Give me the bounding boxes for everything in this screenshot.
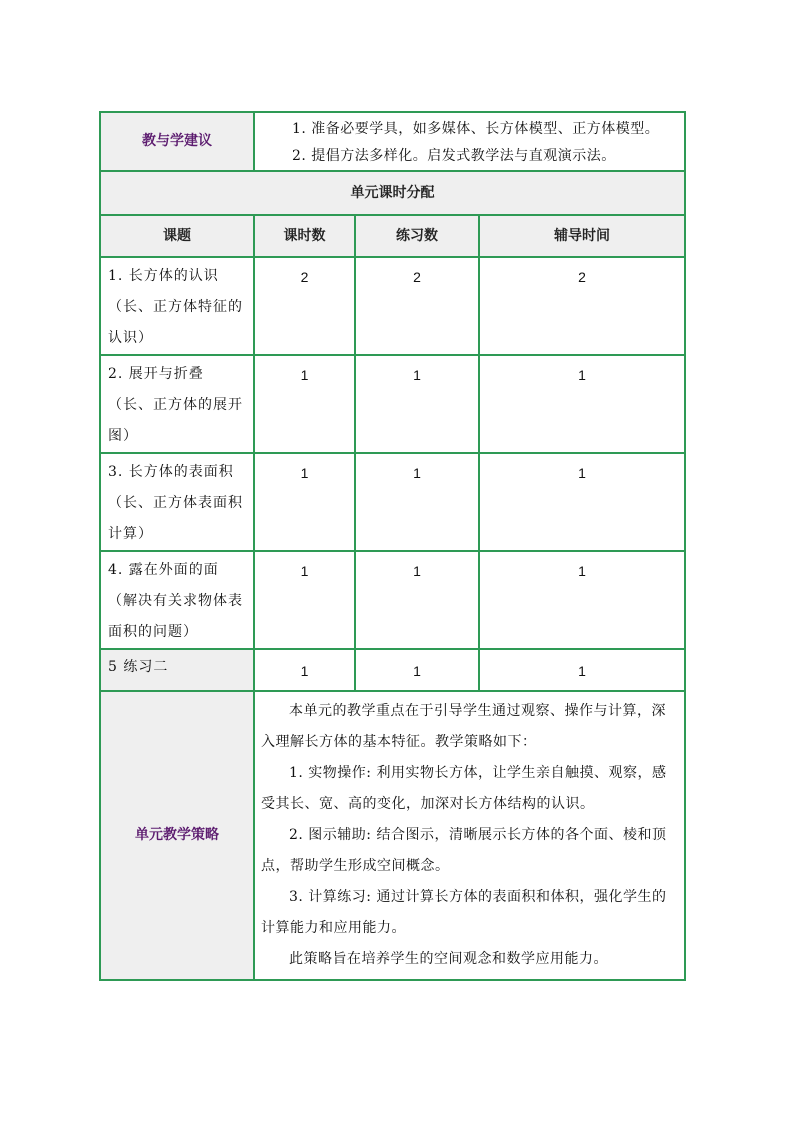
strategy-label: 单元教学策略	[100, 691, 254, 980]
tutoring-cell: 1	[479, 551, 685, 649]
topic-cell: 5 练习二	[100, 649, 254, 691]
tutoring-cell: 1	[479, 453, 685, 551]
column-header-tutoring: 辅导时间	[479, 215, 685, 257]
strategy-paragraph: 本单元的教学重点在于引导学生通过观察、操作与计算，深入理解长方体的基本特征。教学策略如下：	[261, 703, 666, 750]
hours-cell: 1	[254, 649, 355, 691]
tutoring-cell: 1	[479, 649, 685, 691]
strategy-paragraph: 3. 计算练习: 通过计算长方体的表面积和体积，强化学生的计算能力和应用能力。	[261, 889, 667, 936]
tutoring-cell: 1	[479, 355, 685, 453]
teaching-suggestion-content	[254, 112, 685, 171]
strategy-paragraph: 2. 图示辅助: 结合图示，清晰展示长方体的各个面、棱和顶点，帮助学生形成空间概念。	[261, 827, 667, 874]
exercises-cell: 1	[355, 453, 479, 551]
tutoring-cell: 2	[479, 257, 685, 355]
allocation-title: 单元课时分配	[100, 171, 685, 215]
teaching-suggestion-label: 教与学建议	[100, 112, 254, 171]
teaching-suggestion-line: 1. 准备必要学具，如多媒体、长方体模型、正方体模型。	[292, 121, 660, 137]
table-row	[100, 551, 685, 649]
table-row	[100, 649, 685, 691]
topic-cell: 1. 长方体的认识（长、正方体特征的认识）	[100, 257, 254, 355]
exercises-cell: 1	[355, 649, 479, 691]
hours-cell: 1	[254, 551, 355, 649]
topic-cell: 2. 展开与折叠（长、正方体的展开图）	[100, 355, 254, 453]
topic-cell: 4. 露在外面的面（解决有关求物体表面积的问题）	[100, 551, 254, 649]
strategy-paragraph: 1. 实物操作: 利用实物长方体，让学生亲自触摸、观察，感受其长、宽、高的变化，加深对长方体结构的认识。	[261, 765, 667, 812]
strategy-paragraph: 此策略旨在培养学生的空间观念和数学应用能力。	[289, 951, 608, 967]
exercises-cell: 1	[355, 355, 479, 453]
table-row	[100, 355, 685, 453]
table-row	[100, 257, 685, 355]
hours-cell: 1	[254, 355, 355, 453]
unit-plan-table	[99, 111, 686, 981]
strategy-content	[254, 691, 685, 980]
column-header-exercises: 练习数	[355, 215, 479, 257]
column-header-topic: 课题	[100, 215, 254, 257]
exercises-cell: 1	[355, 551, 479, 649]
table-row	[100, 453, 685, 551]
exercises-cell: 2	[355, 257, 479, 355]
column-header-hours: 课时数	[254, 215, 355, 257]
hours-cell: 2	[254, 257, 355, 355]
teaching-suggestion-line: 2. 提倡方法多样化。启发式教学法与直观演示法。	[292, 148, 616, 164]
hours-cell: 1	[254, 453, 355, 551]
topic-cell: 3. 长方体的表面积（长、正方体表面积计算）	[100, 453, 254, 551]
